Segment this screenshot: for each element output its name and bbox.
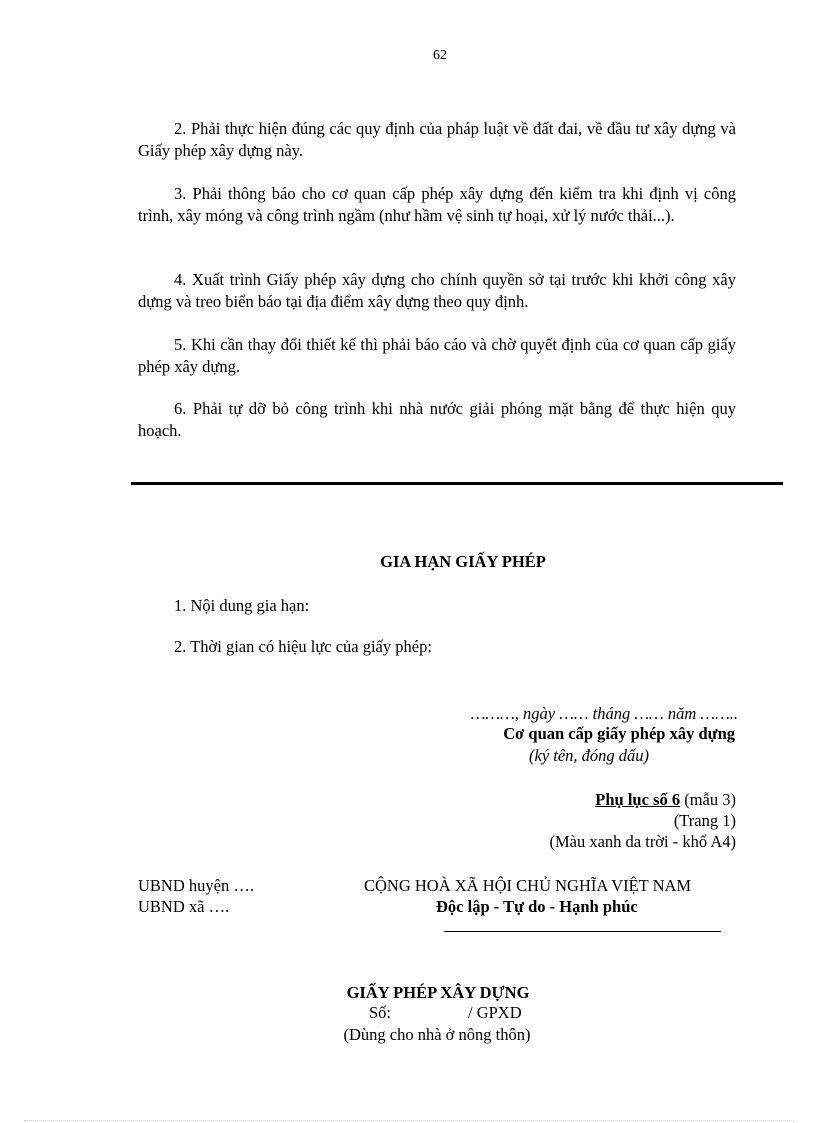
motto-underline [444,931,721,932]
page-bottom-edge [24,1120,794,1121]
extension-title: GIA HẠN GIẤY PHÉP [380,552,546,571]
date-line: ………, ngày …… tháng …… năm …….. [470,704,738,723]
section-divider [131,482,783,485]
extension-validity-label: 2. Thời gian có hiệu lực của giấy phép: [174,637,432,656]
permit-number-label: Số: [369,1003,392,1022]
commune-committee: UBND xã …. [138,897,230,916]
appendix-page: (Trang 1) [673,811,736,830]
permit-number-suffix: / GPXD [468,1003,522,1022]
appendix-label: Phụ lục số 6 [595,790,681,809]
permit-title: GIẤY PHÉP XÂY DỰNG [346,983,530,1002]
condition-paragraph: 6. Phải tự dỡ bỏ công trình khi nhà nước giải phóng mặt bằng để thực hiện quy hoạch. [138,399,736,440]
appendix-variant: (mẫu 3) [680,790,736,809]
page-number: 62 [433,48,447,63]
appendix-label-line [595,790,736,810]
extension-content-label: 1. Nội dung gia hạn: [174,596,310,615]
condition-paragraph: 2. Phải thực hiện đúng các quy định của pháp luật về đất đai, về đầu tư xây dựng và Giấy phép xây dựng này. [138,119,736,160]
condition-paragraph: 4. Xuất trình Giấy phép xây dựng cho chính quyền sở tại trước khi khởi công xây dựng và treo biển báo tại địa điểm xây dựng theo quy định. [138,270,736,311]
condition-paragraph: 5. Khi cần thay đổi thiết kế thì phải báo cáo và chờ quyết định của cơ quan cấp giấy phép xây dựng. [138,335,736,376]
issuing-authority: Cơ quan cấp giấy phép xây dựng [503,724,735,743]
national-motto: Độc lập - Tự do - Hạnh phúc [436,897,638,916]
signature-note: (ký tên, đóng dấu) [529,746,650,765]
national-title: CỘNG HOÀ XÃ HỘI CHỦ NGHĨA VIỆT NAM [364,876,692,895]
appendix-color-note: (Màu xanh da trời - khổ A4) [549,832,736,851]
permit-subtitle: (Dùng cho nhà ở nông thôn) [343,1025,531,1044]
condition-paragraph: 3. Phải thông báo cho cơ quan cấp phép xây dựng đến kiểm tra khi định vị công trình, xây móng và công trình ngầm (như hầm vệ sinh tự hoại, xử lý nước thải...). [138,184,736,225]
district-committee: UBND huyện …. [138,876,254,895]
